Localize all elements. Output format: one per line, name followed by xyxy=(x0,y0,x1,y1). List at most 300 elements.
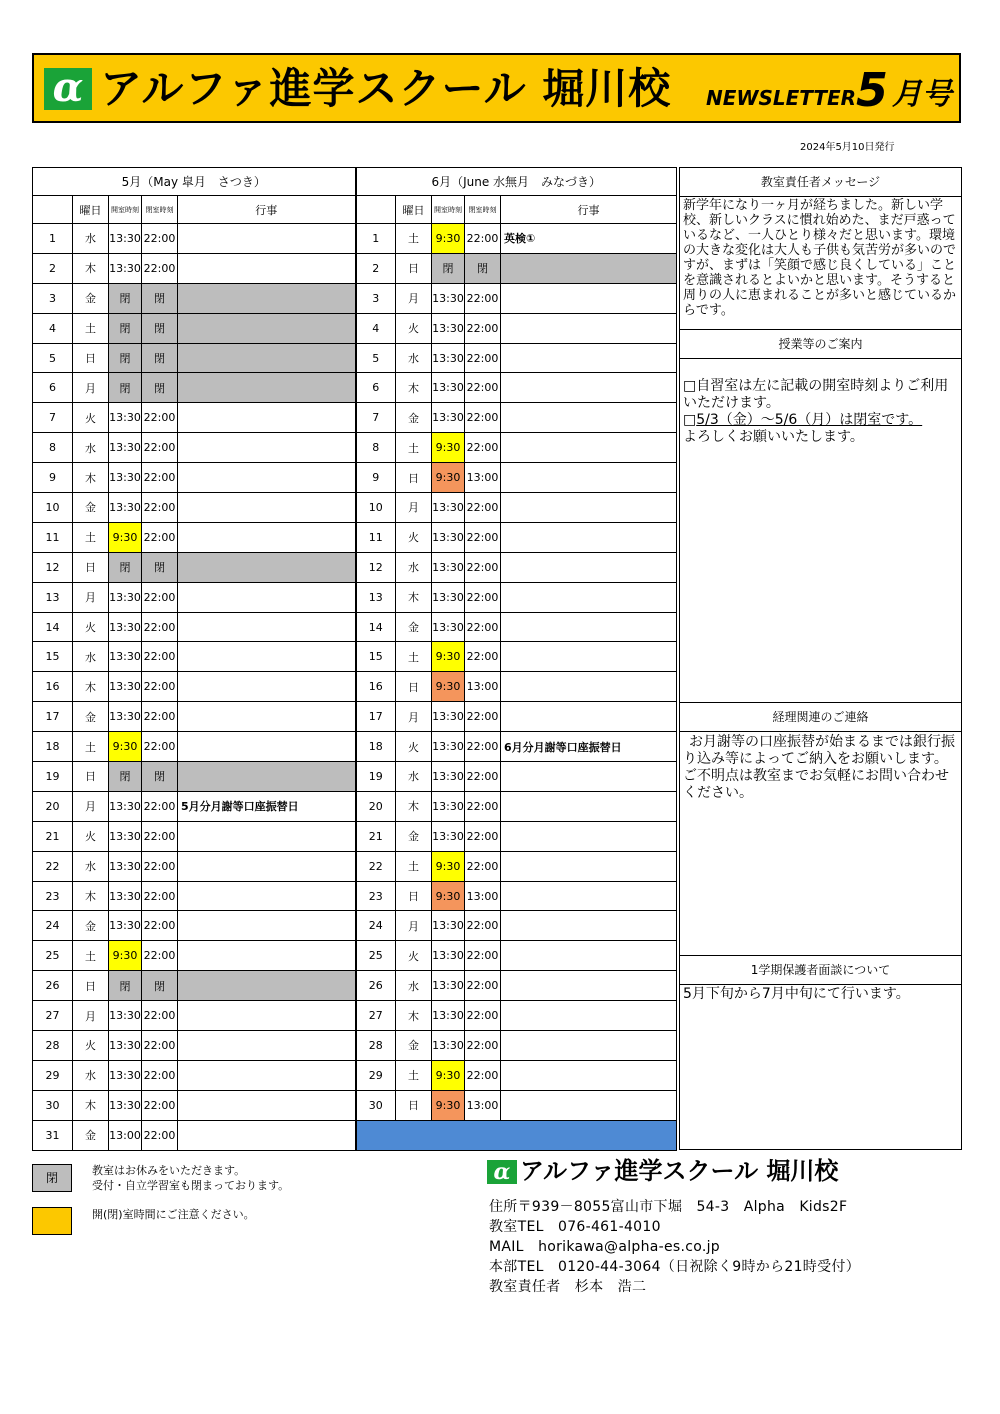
may-open-time: 13:30 xyxy=(109,1031,142,1061)
may-event xyxy=(178,522,356,552)
june-open-time: 13:30 xyxy=(432,552,465,582)
may-open-time: 13:30 xyxy=(109,612,142,642)
calendar-row xyxy=(33,373,677,403)
header-banner xyxy=(32,53,961,123)
may-weekday: 火 xyxy=(73,612,109,642)
june-event xyxy=(501,791,677,821)
june-weekday: 水 xyxy=(396,762,432,792)
may-day-number: 2 xyxy=(33,253,73,283)
june-weekday: 日 xyxy=(396,463,432,493)
may-event xyxy=(178,642,356,672)
may-event xyxy=(178,463,356,493)
may-title: 5月（May 皐月 さつき） xyxy=(33,168,356,196)
june-close-time: 22:00 xyxy=(465,283,501,313)
june-weekday: 金 xyxy=(396,403,432,433)
june-weekday: 火 xyxy=(396,732,432,762)
may-weekday: 水 xyxy=(73,642,109,672)
calendar-row xyxy=(33,672,677,702)
june-weekday: 日 xyxy=(396,1090,432,1120)
may-weekday: 金 xyxy=(73,911,109,941)
may-open-time: 13:30 xyxy=(109,463,142,493)
june-open-time: 13:30 xyxy=(432,702,465,732)
calendar-row xyxy=(33,1001,677,1031)
may-close-time: 22:00 xyxy=(142,253,178,283)
may-day-number: 1 xyxy=(33,224,73,254)
calendar-row xyxy=(33,702,677,732)
june-open-time: 9:30 xyxy=(432,1060,465,1090)
class-info-body xyxy=(683,378,959,446)
june-open-time: 9:30 xyxy=(432,672,465,702)
may-close-time: 22:00 xyxy=(142,224,178,254)
may-event xyxy=(178,373,356,403)
class-info-line3: よろしくお願いいたします。 xyxy=(683,429,864,445)
may-day-number: 14 xyxy=(33,612,73,642)
june-day-number: 29 xyxy=(356,1060,396,1090)
june-event xyxy=(501,313,677,343)
june-close-time: 22:00 xyxy=(465,493,501,523)
calendar-row xyxy=(33,851,677,881)
june-open-time: 13:30 xyxy=(432,612,465,642)
june-open-time: 13:30 xyxy=(432,493,465,523)
may-close-time: 22:00 xyxy=(142,672,178,702)
may-dow-header: 曜日 xyxy=(73,196,109,224)
june-day-number: 7 xyxy=(356,403,396,433)
june-event xyxy=(501,403,677,433)
may-event xyxy=(178,941,356,971)
june-day-number: 15 xyxy=(356,642,396,672)
june-weekday: 木 xyxy=(396,1001,432,1031)
june-close-time: 22:00 xyxy=(465,1031,501,1061)
may-close-time: 22:00 xyxy=(142,642,178,672)
calendar-row xyxy=(33,1090,677,1120)
calendar-row xyxy=(33,433,677,463)
june-weekday: 金 xyxy=(396,612,432,642)
may-close-time: 22:00 xyxy=(142,433,178,463)
may-event xyxy=(178,253,356,283)
june-open-time: 13:30 xyxy=(432,762,465,792)
june-event xyxy=(501,881,677,911)
may-open-time: 13:30 xyxy=(109,433,142,463)
june-day-header xyxy=(356,196,396,224)
legend-attention-swatch xyxy=(32,1207,72,1235)
may-day-number: 24 xyxy=(33,911,73,941)
june-event: 英検① xyxy=(501,224,677,254)
may-open-header: 開室時刻 xyxy=(109,196,142,224)
june-open-time: 13:30 xyxy=(432,1031,465,1061)
may-weekday: 日 xyxy=(73,762,109,792)
may-day-number: 12 xyxy=(33,552,73,582)
may-day-number: 31 xyxy=(33,1120,73,1150)
june-day-number: 14 xyxy=(356,612,396,642)
message-title: 教室責任者メッセージ xyxy=(680,168,961,197)
may-event xyxy=(178,821,356,851)
june-close-time: 22:00 xyxy=(465,1060,501,1090)
june-weekday: 月 xyxy=(396,911,432,941)
june-weekday: 土 xyxy=(396,642,432,672)
calendar-row xyxy=(33,493,677,523)
may-day-number: 23 xyxy=(33,881,73,911)
newsletter-month-suffix: 月号 xyxy=(892,77,952,112)
june-day-number: 5 xyxy=(356,343,396,373)
calendar-row xyxy=(33,762,677,792)
june-event-header: 行事 xyxy=(501,196,677,224)
may-weekday: 水 xyxy=(73,433,109,463)
june-event xyxy=(501,941,677,971)
june-open-header: 開室時刻 xyxy=(432,196,465,224)
calendar-row xyxy=(33,582,677,612)
legend-attention-text: 開(閉)室時間にご注意ください。 xyxy=(92,1208,255,1221)
june-dow-header: 曜日 xyxy=(396,196,432,224)
may-close-time: 22:00 xyxy=(142,911,178,941)
june-close-time: 22:00 xyxy=(465,702,501,732)
accounting-body: お月謝等の口座振替が始まるまでは銀行振り込み等によってご納入をお願いします。ご不明点は教室までお気軽にお問い合わせください。 xyxy=(683,734,955,801)
may-day-number: 5 xyxy=(33,343,73,373)
newsletter-month: 5 xyxy=(856,63,889,117)
may-close-time: 22:00 xyxy=(142,493,178,523)
june-day-number: 13 xyxy=(356,582,396,612)
may-open-time: 9:30 xyxy=(109,941,142,971)
calendar-row xyxy=(33,791,677,821)
may-event xyxy=(178,493,356,523)
footer-hq-tel: 本部TEL 0120-44-3064（日祝除く9時から21時受付） xyxy=(489,1259,860,1275)
calendar-row xyxy=(33,552,677,582)
june-close-time: 22:00 xyxy=(465,313,501,343)
june-weekday: 水 xyxy=(396,552,432,582)
june-close-time: 22:00 xyxy=(465,821,501,851)
june-close-time: 22:00 xyxy=(465,791,501,821)
june-event xyxy=(501,1001,677,1031)
june-close-time: 22:00 xyxy=(465,762,501,792)
may-day-number: 27 xyxy=(33,1001,73,1031)
june-empty-cell xyxy=(356,1120,677,1150)
footer-contact xyxy=(489,1197,860,1297)
may-weekday: 木 xyxy=(73,672,109,702)
may-event xyxy=(178,582,356,612)
may-day-number: 29 xyxy=(33,1060,73,1090)
june-weekday: 日 xyxy=(396,253,432,283)
may-event xyxy=(178,851,356,881)
may-open-time: 閉 xyxy=(109,313,142,343)
may-open-time: 閉 xyxy=(109,971,142,1001)
june-open-time: 9:30 xyxy=(432,224,465,254)
may-close-time: 22:00 xyxy=(142,403,178,433)
june-event xyxy=(501,433,677,463)
may-close-time: 閉 xyxy=(142,283,178,313)
june-title: 6月（June 水無月 みなづき） xyxy=(356,168,677,196)
may-day-number: 20 xyxy=(33,791,73,821)
footer-school-name: アルファ進学スクール 堀川校 xyxy=(520,1157,839,1185)
may-event xyxy=(178,343,356,373)
may-weekday: 水 xyxy=(73,224,109,254)
may-day-number: 3 xyxy=(33,283,73,313)
june-event xyxy=(501,612,677,642)
may-close-time: 閉 xyxy=(142,552,178,582)
june-close-time: 22:00 xyxy=(465,224,501,254)
may-close-time: 閉 xyxy=(142,343,178,373)
may-open-time: 13:30 xyxy=(109,791,142,821)
june-day-number: 27 xyxy=(356,1001,396,1031)
footer-manager: 教室責任者 杉本 浩二 xyxy=(489,1279,647,1295)
may-event xyxy=(178,1031,356,1061)
june-day-number: 19 xyxy=(356,762,396,792)
june-day-number: 25 xyxy=(356,941,396,971)
may-event xyxy=(178,612,356,642)
may-weekday: 金 xyxy=(73,702,109,732)
may-weekday: 土 xyxy=(73,941,109,971)
may-close-time: 閉 xyxy=(142,313,178,343)
may-day-number: 11 xyxy=(33,522,73,552)
june-close-time: 22:00 xyxy=(465,612,501,642)
june-day-number: 20 xyxy=(356,791,396,821)
june-open-time: 9:30 xyxy=(432,433,465,463)
june-weekday: 土 xyxy=(396,224,432,254)
issue-date: 2024年5月10日発行 xyxy=(800,142,895,153)
june-weekday: 月 xyxy=(396,493,432,523)
june-event xyxy=(501,253,677,283)
june-open-time: 13:30 xyxy=(432,313,465,343)
may-weekday: 土 xyxy=(73,732,109,762)
may-weekday: 月 xyxy=(73,373,109,403)
may-day-number: 8 xyxy=(33,433,73,463)
june-close-time: 22:00 xyxy=(465,582,501,612)
june-day-number: 10 xyxy=(356,493,396,523)
may-open-time: 閉 xyxy=(109,343,142,373)
checkbox-glyph: □ xyxy=(683,412,697,428)
may-open-time: 13:30 xyxy=(109,1001,142,1031)
june-close-time: 22:00 xyxy=(465,911,501,941)
may-day-number: 4 xyxy=(33,313,73,343)
may-open-time: 13:30 xyxy=(109,1060,142,1090)
may-close-header: 閉室時刻 xyxy=(142,196,178,224)
calendar-row xyxy=(33,253,677,283)
june-close-time: 13:00 xyxy=(465,1090,501,1120)
june-open-time: 13:30 xyxy=(432,911,465,941)
may-event xyxy=(178,403,356,433)
may-day-number: 7 xyxy=(33,403,73,433)
may-event xyxy=(178,911,356,941)
may-open-time: 13:30 xyxy=(109,821,142,851)
june-event xyxy=(501,522,677,552)
calendar-row xyxy=(33,313,677,343)
legend-closed-line2: 受付・自立学習室も閉まっております。 xyxy=(92,1179,290,1192)
may-event xyxy=(178,732,356,762)
june-close-time: 13:00 xyxy=(465,672,501,702)
may-open-time: 13:30 xyxy=(109,253,142,283)
may-day-number: 9 xyxy=(33,463,73,493)
may-event xyxy=(178,1090,356,1120)
june-close-time: 22:00 xyxy=(465,732,501,762)
may-day-number: 30 xyxy=(33,1090,73,1120)
may-close-time: 22:00 xyxy=(142,881,178,911)
may-event xyxy=(178,1001,356,1031)
calendar-row xyxy=(33,224,677,254)
may-open-time: 閉 xyxy=(109,283,142,313)
calendar-row xyxy=(33,343,677,373)
june-open-time: 9:30 xyxy=(432,642,465,672)
may-day-number: 22 xyxy=(33,851,73,881)
may-close-time: 22:00 xyxy=(142,463,178,493)
may-weekday: 木 xyxy=(73,881,109,911)
june-close-time: 13:00 xyxy=(465,881,501,911)
june-weekday: 日 xyxy=(396,672,432,702)
may-open-time: 13:30 xyxy=(109,582,142,612)
may-event xyxy=(178,672,356,702)
may-close-time: 22:00 xyxy=(142,582,178,612)
legend-closed-swatch: 閉 xyxy=(32,1164,72,1192)
may-close-time: 閉 xyxy=(142,971,178,1001)
may-event-header: 行事 xyxy=(178,196,356,224)
june-day-number: 16 xyxy=(356,672,396,702)
june-day-number: 21 xyxy=(356,821,396,851)
legend-closed-text xyxy=(92,1163,289,1193)
footer-mail: MAIL horikawa@alpha-es.co.jp xyxy=(489,1239,720,1255)
june-weekday: 土 xyxy=(396,433,432,463)
may-open-time: 13:30 xyxy=(109,642,142,672)
june-weekday: 火 xyxy=(396,522,432,552)
may-weekday: 日 xyxy=(73,971,109,1001)
may-day-number: 13 xyxy=(33,582,73,612)
may-close-time: 22:00 xyxy=(142,1031,178,1061)
calendar-row xyxy=(33,1031,677,1061)
may-open-time: 13:30 xyxy=(109,493,142,523)
june-close-time: 22:00 xyxy=(465,522,501,552)
june-event xyxy=(501,1090,677,1120)
calendar-row xyxy=(33,612,677,642)
may-open-time: 13:30 xyxy=(109,702,142,732)
may-day-number: 17 xyxy=(33,702,73,732)
june-open-time: 13:30 xyxy=(432,522,465,552)
june-open-time: 13:30 xyxy=(432,403,465,433)
calendar-row xyxy=(33,403,677,433)
may-weekday: 金 xyxy=(73,1120,109,1150)
calendar-row xyxy=(33,522,677,552)
june-day-number: 18 xyxy=(356,732,396,762)
calendar-row xyxy=(33,881,677,911)
newsletter-label: NEWSLETTER xyxy=(706,86,857,110)
may-open-time: 9:30 xyxy=(109,522,142,552)
june-weekday: 火 xyxy=(396,941,432,971)
may-close-time: 22:00 xyxy=(142,851,178,881)
may-weekday: 土 xyxy=(73,313,109,343)
may-close-time: 閉 xyxy=(142,762,178,792)
june-day-number: 28 xyxy=(356,1031,396,1061)
may-close-time: 22:00 xyxy=(142,1001,178,1031)
interview-body: 5月下旬から7月中旬にて行います。 xyxy=(683,986,910,1002)
may-close-time: 22:00 xyxy=(142,1060,178,1090)
june-event xyxy=(501,463,677,493)
june-close-time: 22:00 xyxy=(465,971,501,1001)
may-event xyxy=(178,971,356,1001)
may-weekday: 月 xyxy=(73,1001,109,1031)
june-event xyxy=(501,283,677,313)
june-day-number: 23 xyxy=(356,881,396,911)
may-weekday: 金 xyxy=(73,493,109,523)
may-open-time: 13:30 xyxy=(109,672,142,702)
june-open-time: 13:30 xyxy=(432,941,465,971)
june-weekday: 金 xyxy=(396,1031,432,1061)
june-close-time: 22:00 xyxy=(465,403,501,433)
june-open-time: 13:30 xyxy=(432,971,465,1001)
june-day-number: 26 xyxy=(356,971,396,1001)
may-close-time: 22:00 xyxy=(142,791,178,821)
june-open-time: 13:30 xyxy=(432,732,465,762)
june-event xyxy=(501,672,677,702)
may-event xyxy=(178,313,356,343)
may-day-number: 25 xyxy=(33,941,73,971)
legend-closed-line1: 教室はお休みをいただきます。 xyxy=(92,1164,246,1177)
may-weekday: 火 xyxy=(73,821,109,851)
may-event xyxy=(178,552,356,582)
may-day-number: 19 xyxy=(33,762,73,792)
class-info-title: 授業等のご案内 xyxy=(680,329,961,359)
may-day-number: 28 xyxy=(33,1031,73,1061)
june-day-number: 8 xyxy=(356,433,396,463)
calendar-row xyxy=(33,911,677,941)
may-event xyxy=(178,433,356,463)
may-weekday: 木 xyxy=(73,463,109,493)
may-open-time: 閉 xyxy=(109,762,142,792)
june-open-time: 13:30 xyxy=(432,1001,465,1031)
may-day-header xyxy=(33,196,73,224)
june-open-time: 13:30 xyxy=(432,791,465,821)
may-event xyxy=(178,762,356,792)
may-event xyxy=(178,1120,356,1150)
june-weekday: 金 xyxy=(396,821,432,851)
may-weekday: 木 xyxy=(73,1090,109,1120)
sidebar xyxy=(679,167,962,1150)
june-close-time: 22:00 xyxy=(465,343,501,373)
footer-alpha-logo-icon: α xyxy=(487,1160,517,1184)
may-close-time: 22:00 xyxy=(142,612,178,642)
calendar-row xyxy=(33,732,677,762)
june-open-time: 9:30 xyxy=(432,463,465,493)
may-open-time: 13:30 xyxy=(109,911,142,941)
june-day-number: 4 xyxy=(356,313,396,343)
calendar-row xyxy=(33,1060,677,1090)
may-day-number: 10 xyxy=(33,493,73,523)
may-day-number: 16 xyxy=(33,672,73,702)
june-event xyxy=(501,911,677,941)
june-close-time: 22:00 xyxy=(465,941,501,971)
class-info-line1: □自習室は左に記載の開室時刻よりご利用いただけます。 xyxy=(683,378,949,411)
may-day-number: 15 xyxy=(33,642,73,672)
june-weekday: 水 xyxy=(396,343,432,373)
june-close-time: 22:00 xyxy=(465,552,501,582)
message-body: 新学年になり一ヶ月が経ちました。新しい学校、新しいクラスに慣れ始めた、まだ戸惑っているなど、一人ひとり様々だと思います。環境の大きな変化は大人も子供も気苦労が多いのですが、まずは「笑顔で感じ良くしている」ことを意識されるとよいかと思います。そうすると周りの人に恵まれることが多いと感じているからです。 xyxy=(683,198,957,318)
june-open-time: 13:30 xyxy=(432,343,465,373)
june-event xyxy=(501,762,677,792)
class-info-line2 xyxy=(683,412,959,429)
accounting-title: 経理関連のご連絡 xyxy=(680,702,961,732)
june-weekday: 水 xyxy=(396,971,432,1001)
calendar-row xyxy=(33,642,677,672)
june-event xyxy=(501,493,677,523)
may-event: 5月分月謝等口座振替日 xyxy=(178,791,356,821)
may-weekday: 金 xyxy=(73,283,109,313)
june-close-time: 閉 xyxy=(465,253,501,283)
may-close-time: 閉 xyxy=(142,373,178,403)
closure-notice: 5/3（金）～5/6（月）は閉室です。 xyxy=(696,412,923,428)
may-weekday: 火 xyxy=(73,403,109,433)
interview-title: 1学期保護者面談について xyxy=(680,955,961,985)
june-weekday: 火 xyxy=(396,313,432,343)
june-close-time: 22:00 xyxy=(465,851,501,881)
may-event xyxy=(178,1060,356,1090)
june-event xyxy=(501,1060,677,1090)
june-open-time: 閉 xyxy=(432,253,465,283)
june-open-time: 13:30 xyxy=(432,283,465,313)
calendar-row xyxy=(33,463,677,493)
